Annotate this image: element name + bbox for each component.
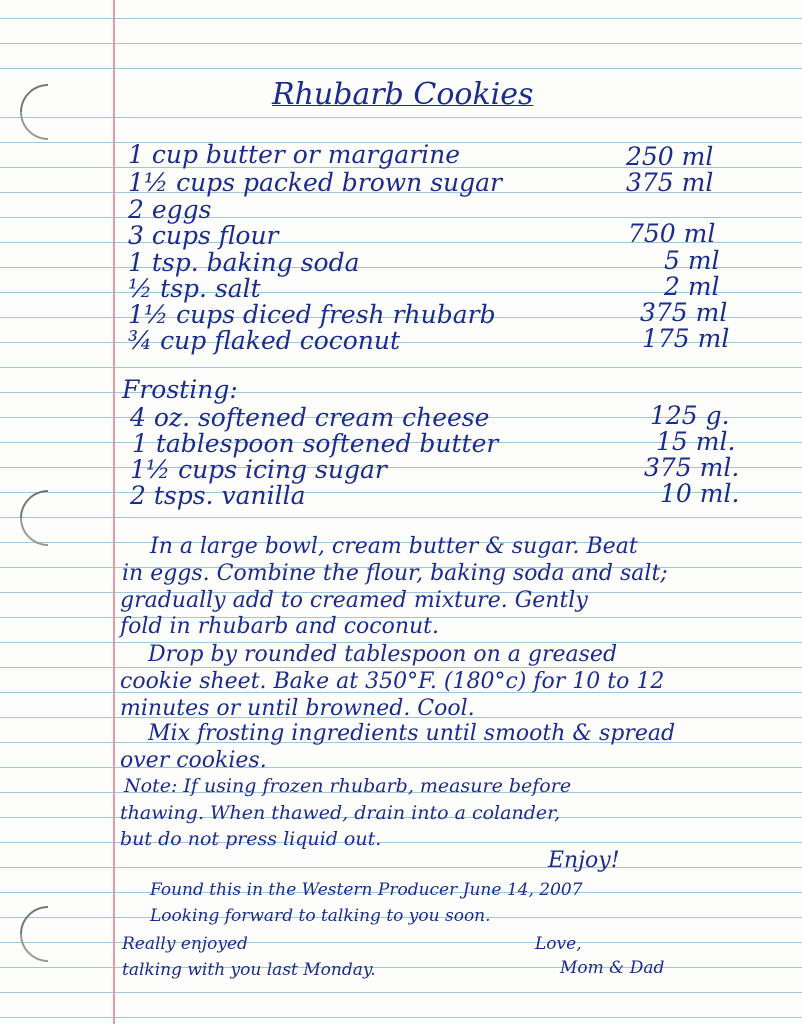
ingredient-item: 2 eggs (128, 195, 212, 224)
signature: Mom & Dad (560, 958, 665, 978)
direction-line: Mix frosting ingredients until smooth & spread (148, 721, 676, 746)
frosting-metric: 375 ml. (644, 453, 740, 482)
binder-hole-middle (8, 478, 87, 557)
ingredient-item: 3 cups flour (128, 221, 279, 250)
ingredient-metric: 375 ml (640, 298, 728, 327)
direction-line: cookie sheet. Bake at 350°F. (180°c) for 10 to 12 (120, 669, 665, 694)
direction-line: gradually add to creamed mixture. Gently (120, 588, 588, 613)
direction-line: Drop by rounded tablespoon on a greased (148, 642, 618, 667)
really-enjoyed-text: Really enjoyed (122, 934, 248, 954)
ingredient-metric: 2 ml (664, 272, 720, 301)
frosting-item: 1½ cups icing sugar (130, 455, 387, 484)
frosting-item: 1 tablespoon softened butter (132, 429, 499, 458)
talking-with-you-text: talking with you last Monday. (122, 960, 376, 980)
frosting-metric: 125 g. (650, 401, 730, 430)
ingredient-metric: 750 ml (628, 219, 716, 248)
enjoy-text: Enjoy! (548, 848, 620, 873)
direction-line: over cookies. (120, 748, 267, 773)
ingredient-item: ½ tsp. salt (128, 274, 261, 303)
ingredient-item: 1½ cups diced fresh rhubarb (128, 300, 496, 329)
ingredient-item: ¾ cup flaked coconut (128, 326, 401, 355)
ingredient-metric: 175 ml (642, 324, 730, 353)
love-text: Love, (535, 934, 582, 954)
ingredient-item: 1 tsp. baking soda (128, 248, 360, 277)
frosting-metric: 15 ml. (656, 427, 736, 456)
direction-line: minutes or until browned. Cool. (120, 696, 475, 721)
ingredient-metric: 5 ml (664, 246, 720, 275)
direction-line: In a large bowl, cream butter & sugar. Beat (150, 534, 638, 559)
note-line: Note: If using frozen rhubarb, measure before (124, 775, 572, 797)
direction-line: fold in rhubarb and coconut. (120, 614, 440, 639)
ingredient-item: 1 cup butter or margarine (128, 140, 461, 169)
margin-line (113, 0, 115, 1024)
ingredient-item: 1½ cups packed brown sugar (128, 168, 503, 197)
frosting-heading: Frosting: (122, 375, 238, 404)
frosting-metric: 10 ml. (660, 479, 740, 508)
looking-forward-text: Looking forward to talking to you soon. (150, 906, 491, 926)
frosting-item: 4 oz. softened cream cheese (130, 403, 490, 432)
direction-line: in eggs. Combine the flour, baking soda and salt; (122, 561, 668, 586)
binder-hole-bottom (8, 894, 87, 973)
binder-hole-top (8, 72, 87, 151)
recipe-title: Rhubarb Cookies (272, 77, 534, 112)
ingredient-metric: 375 ml (626, 168, 714, 197)
note-line: but do not press liquid out. (120, 828, 382, 850)
frosting-item: 2 tsps. vanilla (130, 481, 306, 510)
note-line: thawing. When thawed, drain into a colander, (120, 802, 561, 824)
source-note: Found this in the Western Producer June 14, 2007 (150, 880, 583, 900)
ingredient-metric: 250 ml (626, 142, 714, 171)
